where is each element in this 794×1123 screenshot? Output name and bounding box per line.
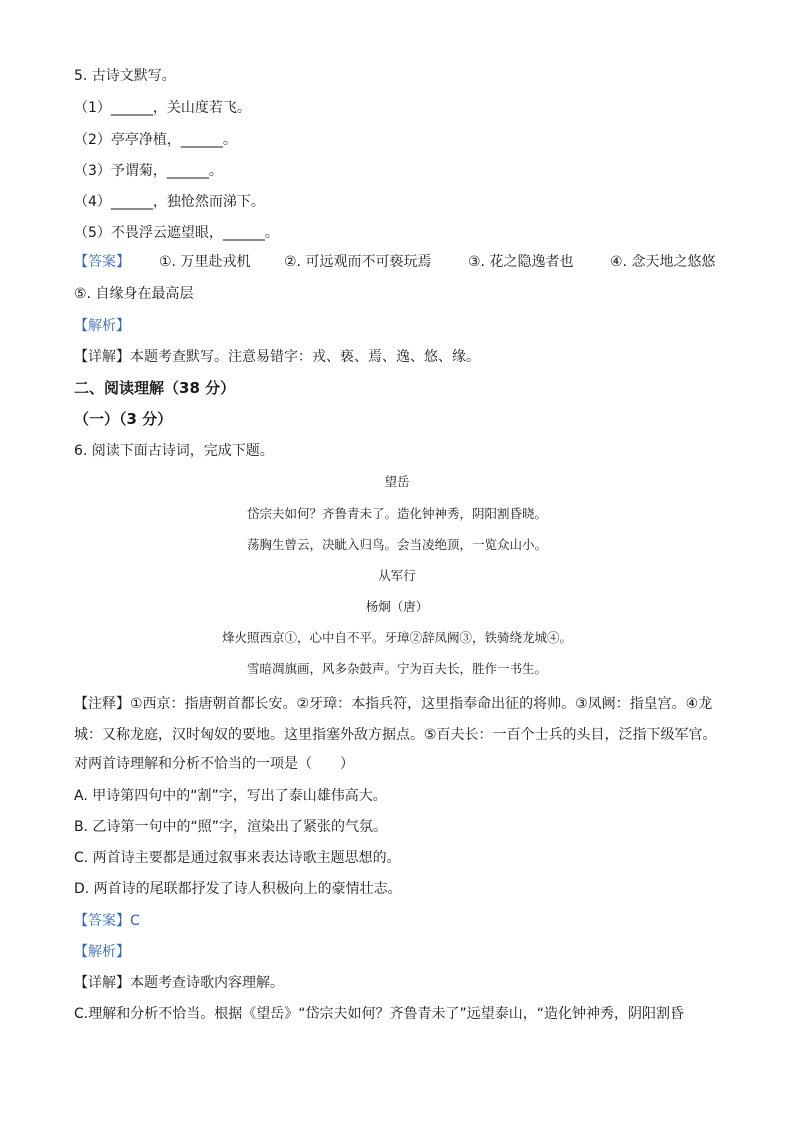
q5-item-1: （1）______，关山度若飞。 — [74, 100, 251, 116]
q6-detail: 【详解】本题考查诗歌内容理解。 — [74, 975, 284, 991]
q6-note-line-1: 【注释】①西京：指唐朝首都长安。②牙璋：本指兵符，这里指奉命出征的将帅。③凤阙：指皇宫。④龙 — [74, 696, 713, 712]
q6-analysis-label: 【解析】 — [74, 944, 130, 960]
q5-answer-3: ③. 花之隐逸者也 — [468, 254, 574, 270]
poem2-author: 杨炯（唐） — [365, 599, 429, 614]
q6-option-a: A. 甲诗第四句中的“割”字，写出了泰山雄伟高大。 — [74, 788, 387, 804]
q5-title: 5. 古诗文默写。 — [74, 68, 176, 84]
poem1-line-1: 岱宗夫如何？齐鲁青未了。造化钟神秀，阴阳割昏晓。 — [246, 506, 547, 521]
q6-explanation: C.理解和分析不恰当。根据《望岳》“岱宗夫如何？齐鲁青未了”远望泰山，“造化钟神秀，阴阳割昏 — [74, 1006, 684, 1022]
poem1-title: 望岳 — [384, 474, 410, 489]
q6-question: 对两首诗理解和分析不恰当的一项是（ ） — [74, 756, 354, 772]
q6-note-line-2: 城：又称龙庭，汉时匈奴的要地。这里指塞外敌方据点。⑤百夫长：一百个士兵的头目，泛指下级军官。 — [74, 727, 717, 743]
section-heading: 二、阅读理解（38 分） — [74, 379, 236, 397]
q5-answer-label: 【答案】 — [74, 254, 130, 270]
q5-answer-1: ①. 万里赴戎机 — [159, 254, 251, 270]
subsection-heading: （一）（3 分） — [74, 410, 173, 428]
q5-item-5: （5）不畏浮云遮望眼，______。 — [74, 225, 279, 241]
poem2-line-2: 雪暗凋旗画，风多杂鼓声。宁为百夫长，胜作一书生。 — [246, 661, 547, 676]
q5-answer-5: ⑤. 自缘身在最高层 — [74, 286, 194, 302]
poem1-line-2: 荡胸生曾云，决眦入归鸟。会当凌绝顶，一览众山小。 — [246, 537, 547, 552]
q6-option-b: B. 乙诗第一句中的“照”字，渲染出了紧张的气氛。 — [74, 819, 388, 835]
q5-detail: 【详解】本题考查默写。注意易错字：戎、亵、焉、逸、悠、缘。 — [74, 349, 480, 365]
q5-item-4: （4）______，独怆然而涕下。 — [74, 194, 265, 210]
q5-item-2: （2）亭亭净植，______。 — [74, 132, 237, 148]
q5-analysis-label: 【解析】 — [74, 318, 130, 334]
q5-item-3: （3）予谓菊，______。 — [74, 163, 223, 179]
q6-option-c: C. 两首诗主要都是通过叙事来表达诗歌主题思想的。 — [74, 850, 401, 866]
q5-answer-4: ④. 念天地之悠悠 — [610, 254, 716, 270]
poem2-title: 从军行 — [378, 568, 416, 583]
q6-title: 6. 阅读下面古诗词，完成下题。 — [74, 443, 274, 459]
poem2-line-1: 烽火照西京①，心中自不平。牙璋②辞凤阙③，铁骑绕龙城④。 — [221, 630, 572, 645]
q6-answer: 【答案】C — [74, 913, 140, 929]
q6-option-d: D. 两首诗的尾联都抒发了诗人积极向上的豪情壮志。 — [74, 881, 402, 897]
q5-answer-2: ②. 可远观而不可亵玩焉 — [284, 254, 432, 270]
